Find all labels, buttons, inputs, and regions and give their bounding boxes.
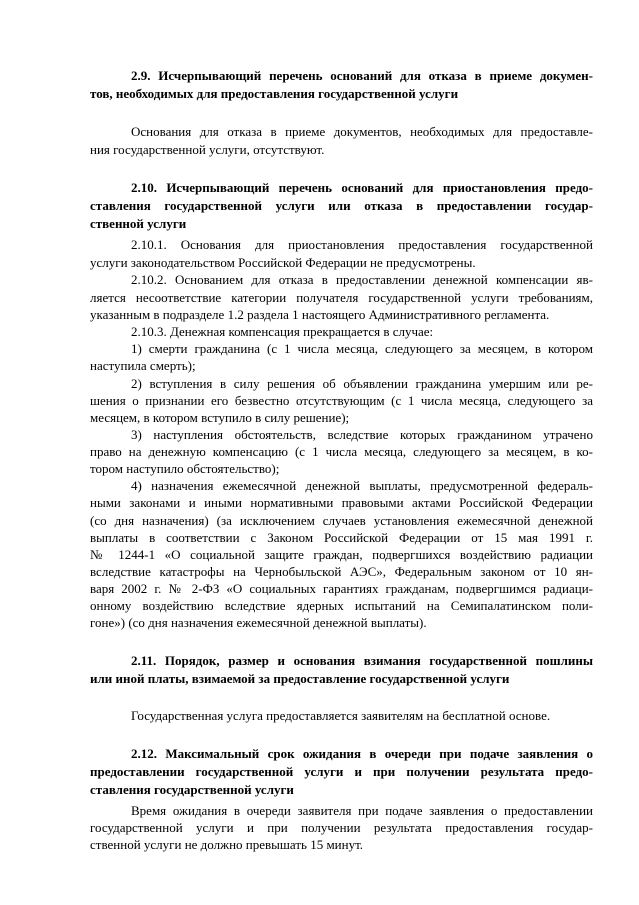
list-item-line: наступила смерть); [90,358,196,373]
list-item-line: право на денежную компенсацию (с 1 числа месяца, следующего за месяцем, в ко- [90,444,593,459]
section-heading-line: ставления государственной услуги [90,782,294,797]
list-item-line: шения о признании его безвестно отсутствующим (с 1 числа месяца, следующего за [90,393,593,408]
paragraph-line: указанным в подразделе 1.2 раздела 1 настоящего Административного регламента. [90,307,550,322]
section-heading-line: ставления государственной услуги или отказа в предоставлении государ- [90,198,593,213]
list-item-line: (со дня назначения) (за исключением случаев установления ежемесячной денежной [90,513,593,528]
section-heading-line: ственной услуги [90,216,187,231]
list-item-line: варя 2002 г. № 2-ФЗ «О социальных гарантиях гражданам, подвергшимся радиаци- [90,581,593,596]
section-heading-line: 2.10. Исчерпывающий перечень оснований для приостановления предо- [131,180,593,195]
paragraph-line: Государственная услуга предоставляется заявителям на бесплатной основе. [131,708,551,723]
list-item-line: месяцем, в котором вступило в силу решение); [90,410,350,425]
section-heading-line: или иной платы, взимаемой за предоставление государственной услуги [90,671,510,686]
list-item-line: гоне») (со дня назначения ежемесячной денежной выплаты). [90,615,427,630]
list-item-line: тором наступило обстоятельство); [90,461,280,476]
section-heading-line: тов, необходимых для предоставления государственной услуги [90,86,459,101]
paragraph-line: 2.10.3. Денежная компенсация прекращается в случае: [131,324,434,339]
section-heading-line: 2.12. Максимальный срок ожидания в очереди при подаче заявления о [131,746,593,761]
section-heading-line: 2.11. Порядок, размер и основания взимания государственной пошлины [131,653,593,668]
paragraph-line: 2.10.2. Основанием для отказа в предоставлении денежной компенсации яв- [131,272,593,287]
section-heading-line: 2.9. Исчерпывающий перечень оснований для отказа в приеме докумен- [131,68,593,83]
list-item-line: 1) смерти гражданина (с 1 числа месяца, следующего за месяцем, в котором [131,341,593,356]
list-item-line: онному воздействию вследствие ядерных испытаний на Семипалатинском поли- [90,598,593,613]
list-item-line: 4) назначения ежемесячной денежной выплаты, предусмотренной федераль- [131,478,593,493]
list-item-line: ными законами и иными нормативными правовыми актами Российской Федерации [90,495,593,510]
paragraph-line: ляется несоответствие категории получателя государственной услуги требованиям, [90,290,593,305]
section-heading-line: предоставлении государственной услуги и при получении результата предо- [90,764,593,779]
paragraph-line: ния государственной услуги, отсутствуют. [90,142,325,157]
paragraph-line: 2.10.1. Основания для приостановления предоставления государственной [131,237,593,252]
paragraph-line: ственной услуги не должно превышать 15 минут. [90,837,364,852]
paragraph-line: государственной услуги и при получении результата предоставления государ- [90,820,593,835]
list-item-line: 2) вступления в силу решения об объявлении гражданина умершим или ре- [131,376,593,391]
list-item-line: вследствие катастрофы на Чернобыльской АЭС», Федеральным законом от 10 ян- [90,564,593,579]
paragraph-line: Основания для отказа в приеме документов, необходимых для предоставле- [131,124,593,139]
list-item-line: выплаты в соответствии с Законом Российской Федерации от 15 мая 1991 г. [90,530,593,545]
paragraph-line: услуги законодательством Российской Федерации не предусмотрены. [90,255,476,270]
list-item-line: № 1244-1 «О социальной защите граждан, подвергшихся воздействию радиации [90,547,593,562]
paragraph-line: Время ожидания в очереди заявителя при подаче заявления о предоставлении [131,803,593,818]
list-item-line: 3) наступления обстоятельств, вследствие которых гражданином утрачено [131,427,593,442]
